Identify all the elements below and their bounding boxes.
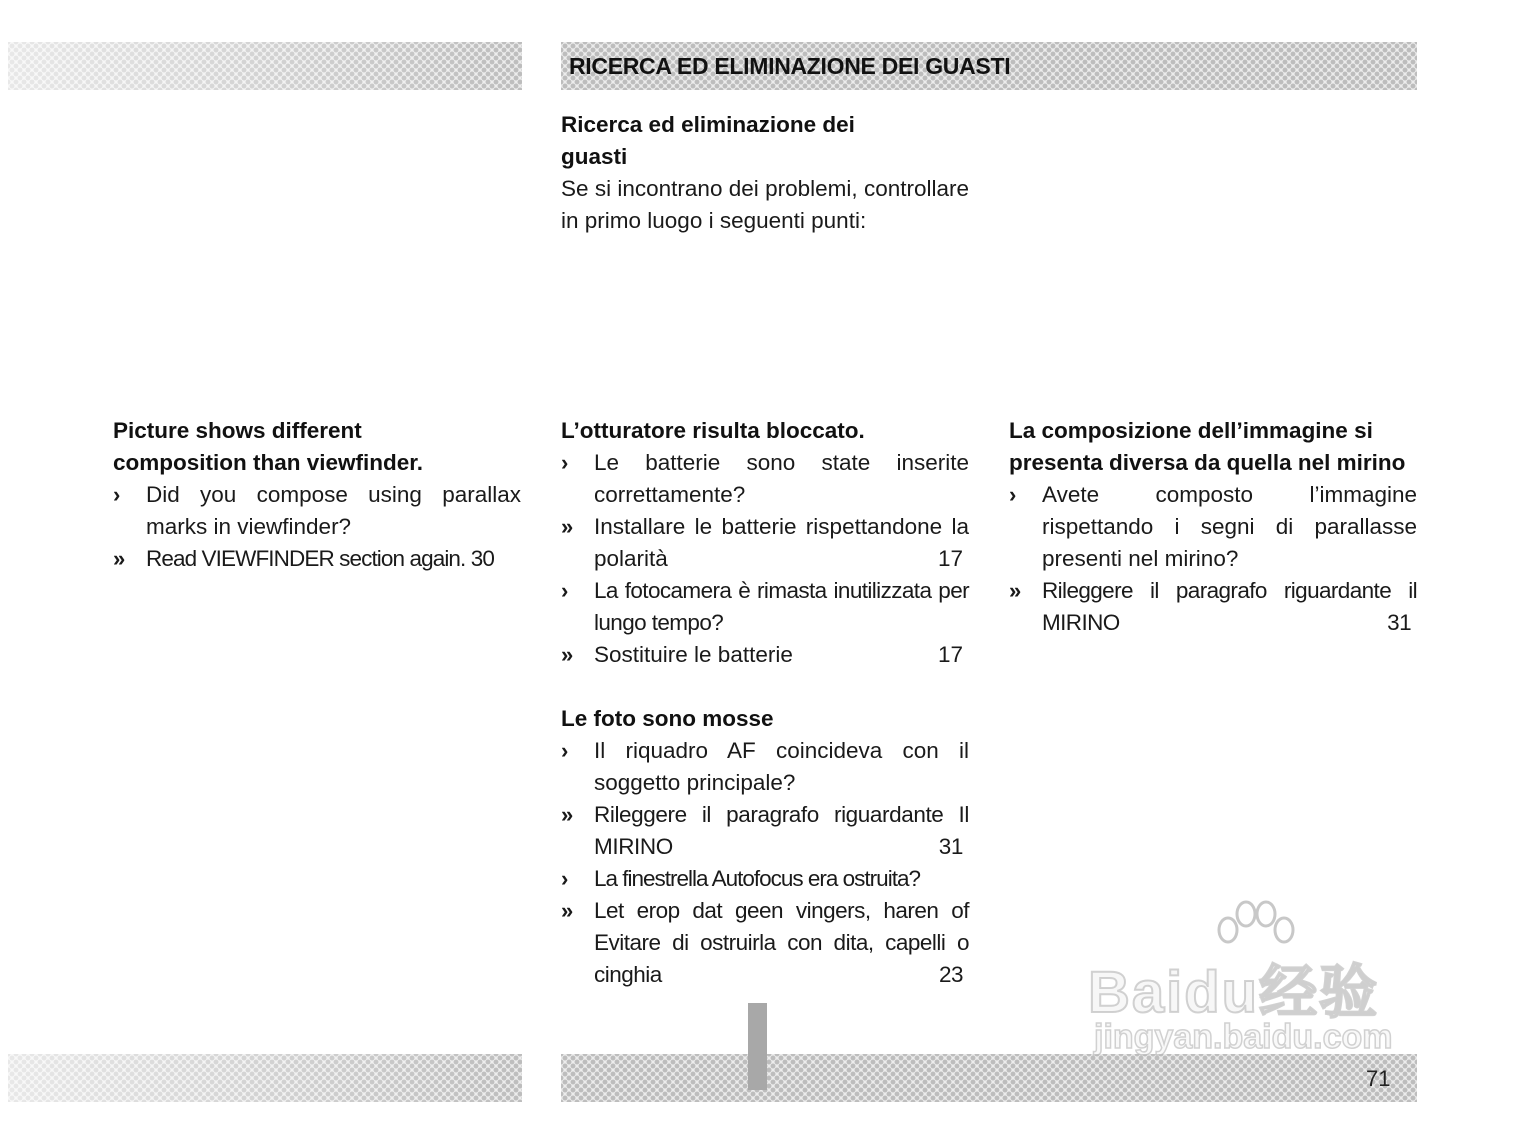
- list-item: [561, 863, 969, 895]
- baidu-watermark: [1088, 900, 1448, 1070]
- item-text: Il riquadro AF coincideva con il soggetto principale?: [594, 738, 969, 795]
- watermark-logo: Baidu经验: [1088, 960, 1380, 1025]
- item-text: Read VIEWFINDER section again. 30: [146, 546, 494, 571]
- item-text: Installare le batterie rispettandone la polarità: [594, 514, 969, 571]
- intro-text: Se si incontrano dei problemi, controllare in primo luogo i seguenti punti:: [561, 176, 969, 233]
- bottom-left-dot-band: [8, 1054, 522, 1102]
- question-bullet-icon: ›: [1009, 482, 1017, 507]
- list-item: [561, 895, 969, 991]
- item-text: Rileggere il paragrafo riguardante Il MIRINO: [594, 802, 969, 859]
- item-text: Avete composto l’immagine rispettando i segni di parallasse presenti nel mirino?: [1042, 482, 1417, 571]
- list-item: [561, 639, 969, 671]
- item-text: Did you compose using parallax marks in viewfinder?: [146, 482, 521, 539]
- action-bullet-icon: »: [113, 546, 125, 571]
- page-marker-bar: [748, 1003, 767, 1090]
- question-bullet-icon: ›: [561, 450, 569, 475]
- list-item: [561, 447, 969, 511]
- left-column: [113, 415, 521, 575]
- page-number: 71: [1366, 1066, 1391, 1091]
- shutter-heading: L’otturatore risulta bloccato.: [561, 418, 865, 443]
- list-item: [561, 735, 969, 799]
- page-reference: 17: [937, 642, 963, 667]
- intro-block: [561, 109, 969, 237]
- intro-heading: Ricerca ed eliminazione dei guasti: [561, 112, 855, 169]
- action-bullet-icon: »: [561, 898, 573, 923]
- item-text: Sostituire le batterie: [594, 642, 793, 667]
- watermark-url: jingyan.baidu.com: [1094, 1018, 1393, 1056]
- list-item: [561, 511, 969, 575]
- list-item: [113, 543, 521, 575]
- question-bullet-icon: ›: [113, 482, 121, 507]
- item-text: Rileggere il paragrafo riguardante il MIRINO: [1042, 578, 1417, 635]
- item-text: La fotocamera è rimasta inutilizzata per lungo tempo?: [594, 578, 969, 635]
- top-left-dot-band: [8, 42, 522, 90]
- item-text: Le batterie sono state inserite correttamente?: [594, 450, 969, 507]
- question-bullet-icon: ›: [561, 738, 569, 763]
- item-text: La finestrella Autofocus era ostruita?: [594, 866, 920, 891]
- action-bullet-icon: »: [1009, 578, 1021, 603]
- question-bullet-icon: ›: [561, 866, 568, 891]
- page-reference: 17: [937, 546, 963, 571]
- section-title: RICERCA ED ELIMINAZIONE DEI GUASTI: [569, 53, 1011, 79]
- list-item: [561, 575, 969, 639]
- page-reference: 31: [1387, 610, 1411, 635]
- right-column: [1009, 415, 1417, 639]
- item-text: Let erop dat geen vingers, haren of Evitare di ostruirla con dita, capelli o cinghia: [594, 898, 969, 987]
- list-item: [113, 479, 521, 543]
- action-bullet-icon: »: [561, 802, 573, 827]
- action-bullet-icon: »: [561, 514, 574, 539]
- page-reference: 31: [938, 834, 963, 859]
- blur-heading: Le foto sono mosse: [561, 706, 774, 731]
- list-item: [561, 799, 969, 863]
- question-bullet-icon: ›: [561, 578, 568, 603]
- right-heading: La composizione dell’immagine si presenta diversa da quella nel mirino: [1009, 418, 1406, 475]
- page-reference: 23: [938, 962, 963, 987]
- list-item: [1009, 479, 1417, 575]
- middle-column: [561, 415, 969, 991]
- list-item: [1009, 575, 1417, 639]
- action-bullet-icon: »: [561, 642, 574, 667]
- left-heading: Picture shows different composition than viewfinder.: [113, 418, 424, 475]
